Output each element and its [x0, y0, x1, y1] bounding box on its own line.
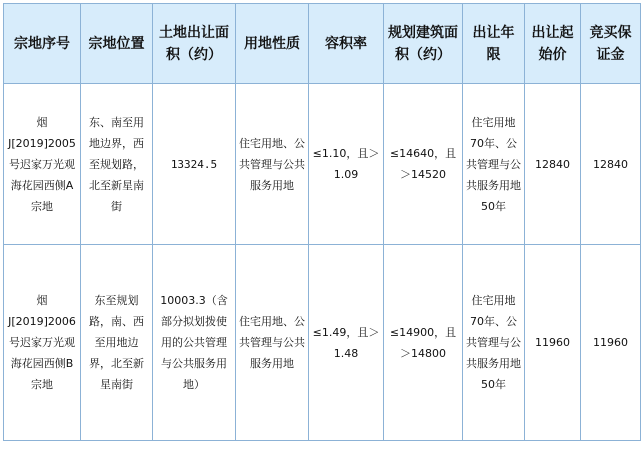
cell-usage: 住宅用地、公共管理与公共服务用地: [236, 245, 309, 441]
land-parcel-table: [3, 3, 641, 441]
cell-parcel-id: 烟J[2019]2006 号迟家万光观海花园西侧B宗地: [4, 245, 81, 441]
header-parcel-number: 宗地序号: [4, 4, 81, 84]
cell-parcel-id: 烟J[2019]2005号迟家万光观海花园西侧A宗地: [4, 84, 81, 245]
cell-start-price: 11960: [525, 245, 581, 441]
cell-usage: 住宅用地、公共管理与公共服务用地: [236, 84, 309, 245]
cell-start-price: 12840: [525, 84, 581, 245]
header-land-use: 用地性质: [236, 4, 309, 84]
cell-deposit: 11960: [581, 245, 641, 441]
table-row: [4, 245, 641, 441]
header-building-area: 规划建筑面积（约）: [384, 4, 463, 84]
header-lease-term: 出让年限: [463, 4, 525, 84]
cell-area: 13324.5: [153, 84, 236, 245]
cell-plot-ratio: ≤1.10，且＞1.09: [309, 84, 384, 245]
header-land-area: 土地出让面积（约）: [153, 4, 236, 84]
header-plot-ratio: 容积率: [309, 4, 384, 84]
cell-location: 东至规划路，南、西至用地边界，北至新星南街: [81, 245, 153, 441]
header-start-price: 出让起始价: [525, 4, 581, 84]
header-deposit: 竞买保证金: [581, 4, 641, 84]
header-row: [4, 4, 641, 84]
cell-building-area: ≤14900，且＞14800: [384, 245, 463, 441]
cell-area: 10003.3（含部分拟划拨使用的公共管理与公共服务用地）: [153, 245, 236, 441]
header-location: 宗地位置: [81, 4, 153, 84]
cell-building-area: ≤14640，且＞14520: [384, 84, 463, 245]
table-row: [4, 84, 641, 245]
cell-location: 东、南至用地边界，西至规划路，北至新星南街: [81, 84, 153, 245]
cell-deposit: 12840: [581, 84, 641, 245]
cell-lease-term: 住宅用地70年、公共管理与公共服务用地50年: [463, 245, 525, 441]
cell-lease-term: 住宅用地70年、公共管理与公共服务用地50年: [463, 84, 525, 245]
cell-plot-ratio: ≤1.49，且＞1.48: [309, 245, 384, 441]
